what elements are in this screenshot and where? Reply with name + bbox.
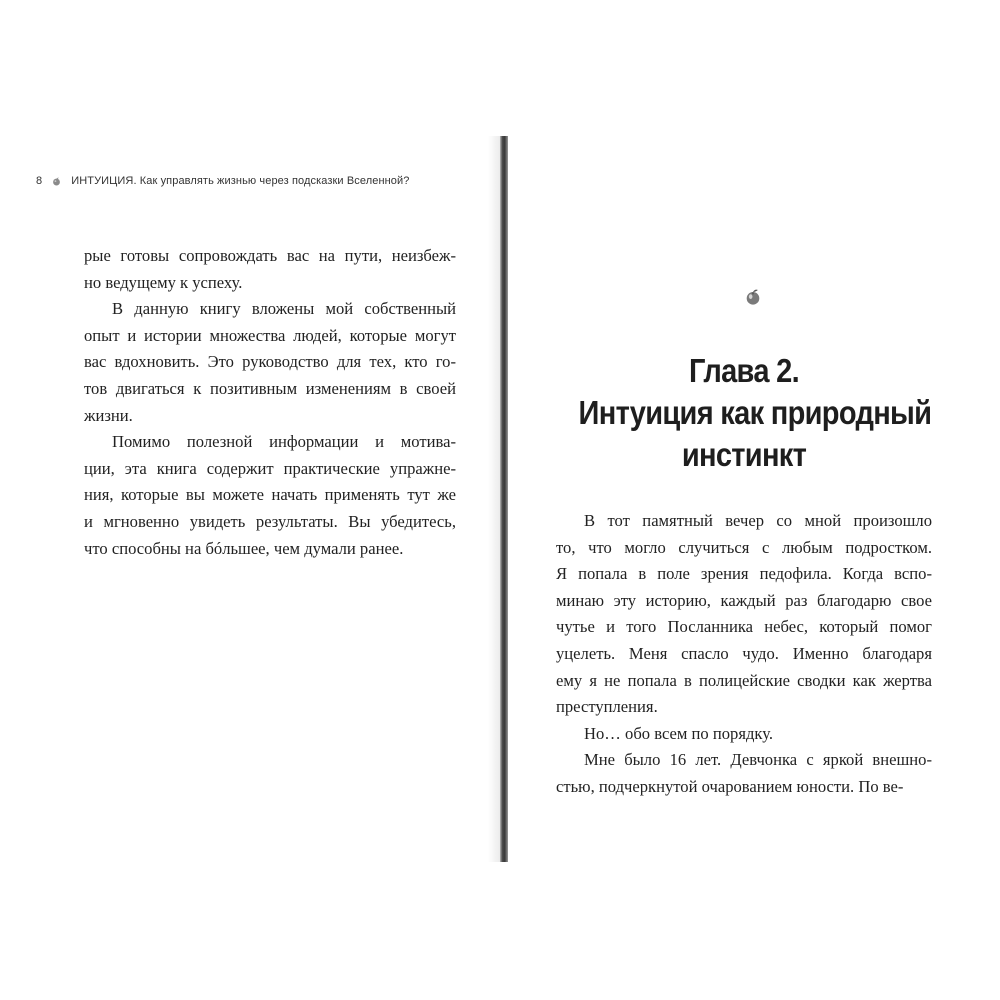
text-line: и мгновенно увидеть результаты. Вы убедитесь,	[84, 511, 456, 531]
right-page	[508, 0, 1000, 1000]
paragraph	[84, 296, 456, 429]
gutter-shadow	[488, 136, 500, 862]
text-line: что способны на бóльшее, чем думали ранее.	[84, 538, 404, 558]
running-head	[36, 175, 476, 187]
text-line: ции, эта книга содержит практические упражне-	[84, 458, 456, 478]
text-line: Помимо полезной информации и мотива-	[112, 432, 456, 452]
text-line: Но… обо всем по порядку.	[584, 723, 774, 743]
text-line: В данную книгу вложены мой собственный	[112, 299, 456, 319]
left-body-text	[84, 243, 456, 562]
text-line: но ведущему к успеху.	[84, 272, 243, 292]
chapter-title-line-2: инстинкт	[681, 436, 807, 473]
text-line: уцелеть. Меня спасло чудо. Именно благодаря	[556, 643, 932, 663]
text-line: ния, которые вы можете начать применять тут же	[84, 485, 456, 505]
right-body-text	[556, 508, 932, 801]
paragraph	[84, 429, 456, 562]
paragraph	[556, 508, 932, 721]
text-line: Я попала в поле зрения педофила. Когда вспо-	[556, 564, 932, 584]
chapter-label: Глава 2.	[689, 352, 799, 389]
text-line: чутье и того Посланника небес, который помог	[556, 617, 932, 637]
book-gutter	[500, 136, 508, 862]
text-line: жизни.	[84, 405, 133, 425]
text-line: ему я не попала в полицейские сводки как жертва	[556, 670, 932, 690]
apple-ornament-icon	[744, 288, 762, 306]
text-line: тов двигаться к позитивным изменениям в своей	[84, 378, 456, 398]
chapter-title-line-1: Интуиция как природный	[578, 394, 932, 431]
paragraph	[84, 243, 456, 296]
text-line: В тот памятный вечер со мной произошло	[584, 511, 932, 530]
text-line: преступления.	[556, 697, 658, 717]
apple-ornament-icon	[52, 177, 61, 186]
paragraph	[556, 721, 932, 748]
page-number: 8	[36, 175, 43, 187]
text-line: Мне было 16 лет. Девчонка с яркой внешно-	[584, 750, 932, 770]
running-head-title: ИНТУИЦИЯ. Как управлять жизнью через подсказки Вселенной?	[71, 175, 410, 187]
paragraph	[556, 747, 932, 800]
chapter-title	[578, 350, 932, 476]
text-line: минаю эту историю, каждый раз благодарю свое	[556, 590, 932, 610]
text-line: стью, подчеркнутой очарованием юности. По ве-	[556, 776, 904, 796]
text-line: рые готовы сопровождать вас на пути, неизбеж-	[84, 246, 456, 265]
text-line: вас вдохновить. Это руководство для тех, кто го-	[84, 352, 456, 372]
text-line: опыт и истории множества людей, которые могут	[84, 325, 456, 345]
text-line: то, что могло случиться с любым подростком.	[556, 537, 932, 557]
